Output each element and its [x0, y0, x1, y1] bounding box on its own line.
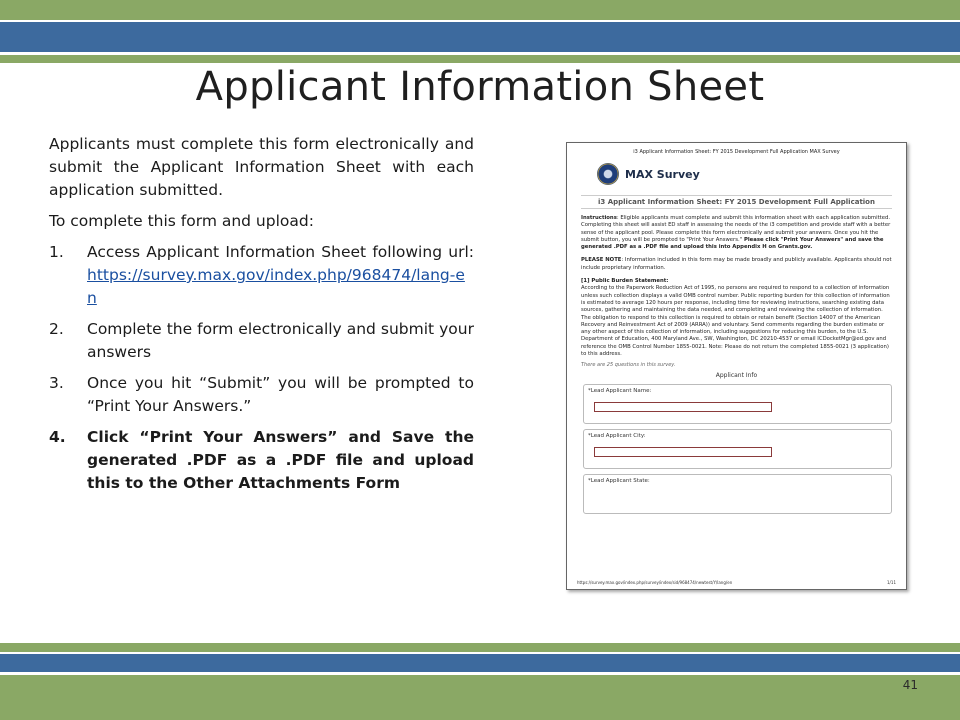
list-item: 1. Access Applicant Information Sheet following url: https://survey.max.gov/index.php/968474/lang-en — [49, 243, 474, 307]
screenshot-section-title: Applicant Info — [715, 372, 758, 380]
top-green-stripe — [0, 55, 960, 63]
instructions-text — [49, 133, 474, 503]
screenshot-header: i3 Applicant Information Sheet: FY 2015 Development Full Application MAX Survey — [633, 149, 840, 155]
lead-applicant-city-field: *Lead Applicant City: — [583, 429, 892, 469]
max-survey-brand: MAX Survey — [625, 167, 700, 181]
form-screenshot — [566, 142, 907, 590]
bottom-blue-band — [0, 654, 960, 672]
list-item: 4. Click “Print Your Answers” and Save the generated .PDF as a .PDF file and upload this to the Other Attachments Form — [49, 428, 474, 492]
screenshot-burden: [1] Public Burden Statement: According to the Paperwork Reduction Act of 1995, no persons are required to respond to a collection of information unless such collection displays a valid OMB control number. Public reporting burden for this collection of information is estimated to average 120 hours per response, including time for reviewing instructions, searching existing data sources, gathering and maintaining the data needed, and completing and reviewing the collection of information. The obligation to respond to this collection is required to obtain or retain benefit (Section 14007 of the American Recovery and Reinvestment Act of 2009 (ARRA)) and voluntary. Send comments regarding the burden estimate or any other aspect of this collection of information, including suggestions for reducing this burden, to the U.S. Department of Education, 400 Maryland Ave., SW, Washington, DC 20210-4537 or email ICDocketMgr@ed.gov and reference the OMB Control Number 1855-0021. Note: Please do not return the completed 1855-0021 (3 application) to this address. — [581, 278, 890, 358]
lead-applicant-name-input — [594, 402, 772, 412]
screenshot-logo-row — [597, 163, 906, 185]
list-item: 2. Complete the form electronically and submit your answers — [49, 320, 474, 361]
survey-link[interactable]: https://survey.max.gov/index.php/968474/lang-en — [87, 266, 465, 307]
screenshot-notice: PLEASE NOTE: Information included in this form may be made broadly and publicly available. Applicants should not include proprietary information. — [581, 257, 892, 271]
lead-applicant-name-field: *Lead Applicant Name: — [583, 384, 892, 424]
bottom-green-stripe — [0, 643, 960, 652]
screenshot-footer: https://survey.max.gov/index.php/survey/index/sid/968474/newtest/Y/lang/en 1/11 — [577, 580, 896, 585]
top-green-band — [0, 0, 960, 20]
screenshot-instructions: Instructions: Eligible applicants must complete and submit this information sheet with each application submitted. Completing this sheet will assist ED staff in assessing the needs of the i3 competition and provide staff with a better sense of the applicant pool. Please complete this form electronically and submit your answers. Once you hit the submit button, you will be prompted to "Print Your Answers." Please click "Print Your Answers" and save the generated .PDF as a .PDF file and upload this into Appendix H on Grants.gov. — [581, 215, 891, 251]
department-seal-icon — [597, 163, 619, 185]
top-blue-band — [0, 22, 960, 52]
bottom-green-band — [0, 675, 960, 720]
screenshot-question-count: There are 25 questions in this survey. — [581, 362, 676, 369]
list-item: 3. Once you hit “Submit” you will be prompted to “Print Your Answers.” — [49, 374, 474, 415]
screenshot-form-title: i3 Applicant Information Sheet: FY 2015 Development Full Application — [581, 195, 892, 209]
subhead: To complete this form and upload: — [49, 212, 314, 230]
page-number: 41 — [902, 678, 918, 692]
slide-title: Applicant Information Sheet — [195, 64, 765, 110]
lead-applicant-city-input — [594, 447, 772, 457]
steps-list — [49, 241, 474, 495]
intro-paragraph: Applicants must complete this form electronically and submit the Applicant Information Sheet with each application submitted. — [49, 135, 474, 199]
lead-applicant-state-field: *Lead Applicant State: — [583, 474, 892, 514]
